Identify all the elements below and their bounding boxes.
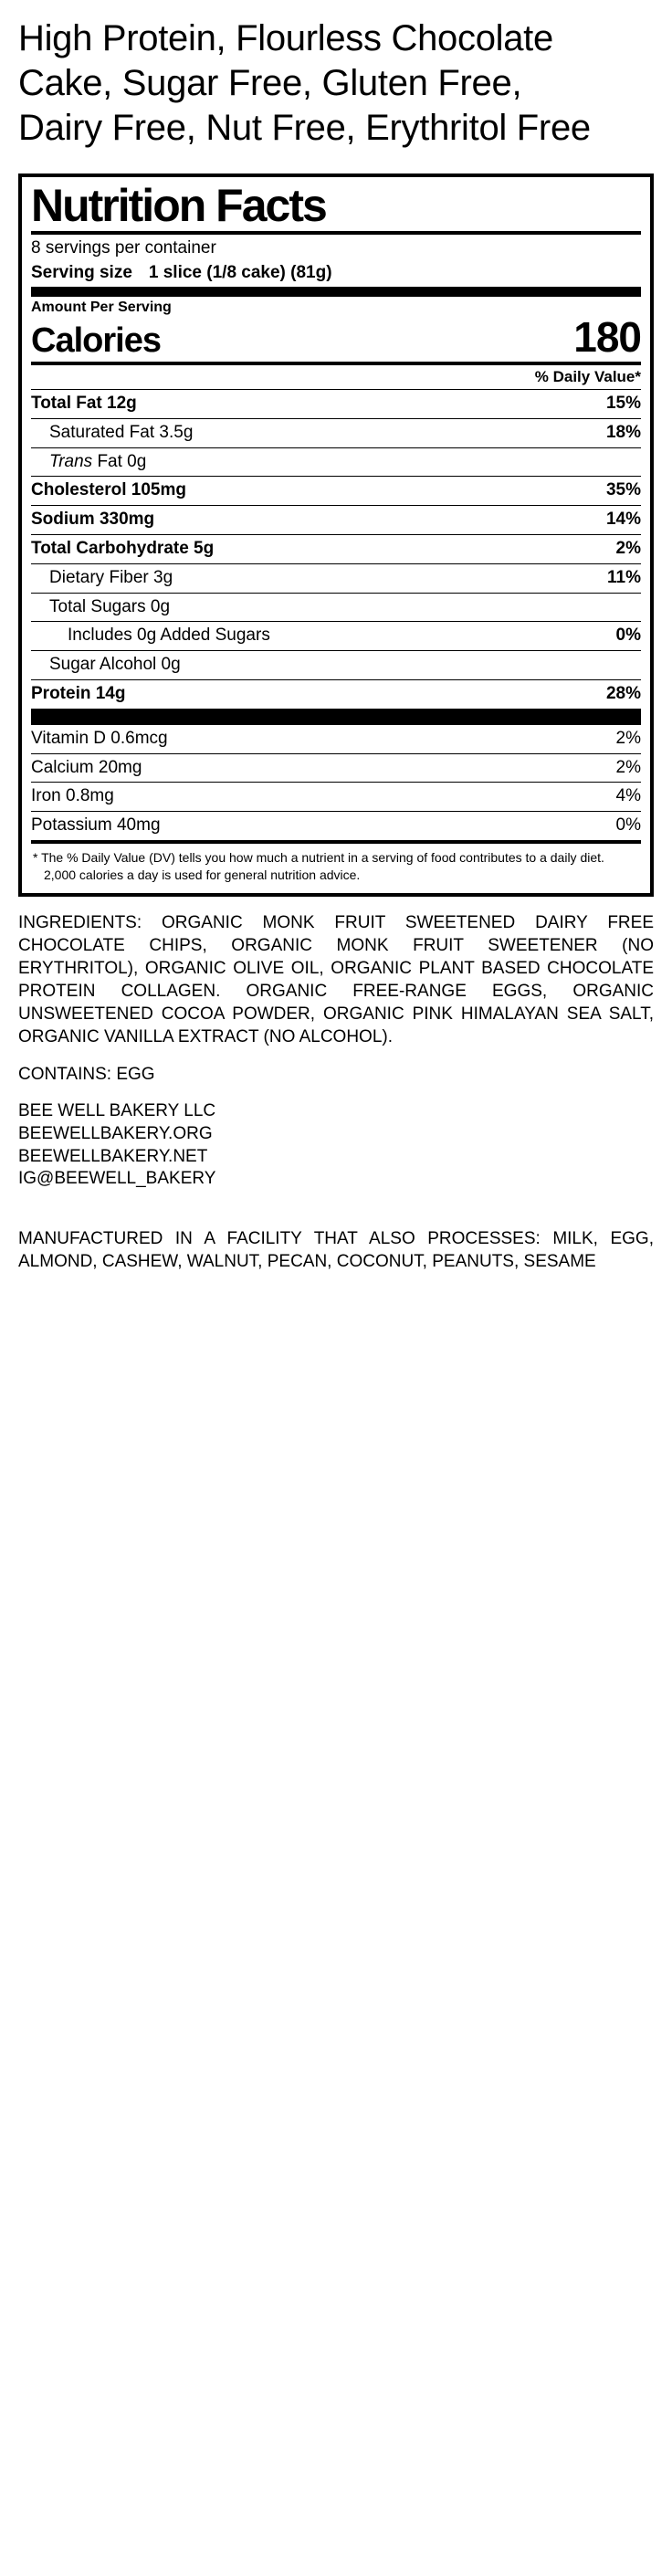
- company-instagram: IG@BEEWELL_BAKERY: [18, 1169, 216, 1189]
- serving-size-label: Serving size: [31, 263, 132, 283]
- servings-per-container: 8 servings per container: [31, 238, 216, 258]
- nutrient-name: Calcium 20mg: [31, 757, 142, 777]
- nutrient-pct: 15%: [605, 394, 641, 414]
- calories-row: [31, 313, 641, 362]
- nutrient-name: Sugar Alcohol 0g: [49, 655, 181, 675]
- nutrient-name: Protein 14g: [31, 684, 126, 704]
- vitamin-row-vitamin-d: [31, 725, 641, 753]
- nutrient-row-total-fat: [31, 390, 641, 418]
- facility-allergen-statement: MANUFACTURED IN A FACILITY THAT ALSO PROCESSES: MILK, EGG, ALMOND, CASHEW, WALNUT, PECAN, COCONUT, PEANUTS, SESAME: [18, 1229, 654, 1272]
- nutrient-name: Iron 0.8mg: [31, 786, 114, 806]
- divider-band: [31, 709, 641, 725]
- vitamin-row-iron: [31, 783, 641, 811]
- nutrient-pct: 18%: [605, 422, 641, 442]
- page-title: High Protein, Flourless Chocolate Cake, Sugar Free, Gluten Free, Dairy Free, Nut Free, Erythritol Free: [18, 18, 591, 148]
- nutrient-row-protein: [31, 680, 641, 709]
- company-site-org: BEEWELLBAKERY.ORG: [18, 1124, 213, 1144]
- nutrient-row-trans-fat: [31, 448, 641, 477]
- company-name: BEE WELL BAKERY LLC: [18, 1101, 216, 1121]
- serving-size-value: 1 slice (1/8 cake) (81g): [148, 263, 332, 283]
- divider-thick: [31, 287, 641, 297]
- nutrient-row-sodium: [31, 506, 641, 534]
- nutrient-pct: 35%: [605, 480, 641, 500]
- nutrient-name: Total Fat 12g: [31, 394, 137, 414]
- nutrient-pct: 28%: [605, 684, 641, 704]
- nutrient-name: [31, 452, 146, 473]
- contains-statement: CONTAINS: EGG: [18, 1065, 155, 1085]
- company-info: [18, 1100, 654, 1191]
- footnote-text: * The % Daily Value (DV) tells you how much a nutrient in a serving of food contributes to a daily diet. 2,000 calories a day is used for general nutrition advice.: [33, 850, 604, 882]
- nutrition-facts-title: Nutrition Facts: [31, 180, 326, 232]
- calories-value: 180: [573, 313, 641, 362]
- nutrient-pct: 2%: [615, 728, 641, 748]
- nutrient-pct: 0%: [615, 626, 641, 646]
- nutrient-row-dietary-fiber: [31, 564, 641, 593]
- nutrient-row-saturated-fat: [31, 419, 641, 447]
- nutrient-row-sugar-alcohol: [31, 651, 641, 679]
- nutrient-name: Total Sugars 0g: [49, 596, 171, 616]
- serving-size-row: [31, 261, 641, 287]
- company-site-net: BEEWELLBAKERY.NET: [18, 1146, 208, 1166]
- nutrient-name: Cholesterol 105mg: [31, 480, 186, 500]
- ingredients-statement: INGREDIENTS: ORGANIC MONK FRUIT SWEETENED DAIRY FREE CHOCOLATE CHIPS, ORGANIC MONK FRUIT SWEETENER (NO ERYTHRITOL), ORGANIC OLIVE OIL, ORGANIC PLANT BASED CHOCOLATE PROTEIN COLLAGEN. ORGANIC FREE-RANGE EGGS, ORGANIC UNSWEETENED COCOA POWDER, ORGANIC PINK HIMALAYAN SEA SALT, ORGANIC VANILLA EXTRACT (NO ALCOHOL).: [18, 912, 654, 1047]
- nutrient-pct: 2%: [615, 757, 641, 777]
- nutrient-pct: 4%: [615, 786, 641, 806]
- nutrient-name: Sodium 330mg: [31, 510, 155, 530]
- nutrition-facts-panel: [18, 173, 654, 896]
- trans-italic: Trans: [49, 451, 93, 471]
- amount-per-serving-label: Amount Per Serving: [31, 300, 172, 316]
- nutrient-row-total-carbohydrate: [31, 535, 641, 563]
- calories-label: Calories: [31, 321, 161, 361]
- nutrient-name: Potassium 40mg: [31, 815, 161, 836]
- nutrient-pct: 11%: [607, 567, 641, 587]
- nutrient-pct: 14%: [605, 510, 641, 530]
- nutrient-name: Saturated Fat 3.5g: [49, 422, 194, 442]
- nutrient-pct: 0%: [615, 815, 641, 836]
- nutrient-name: Includes 0g Added Sugars: [68, 626, 270, 646]
- nutrient-row-cholesterol: [31, 477, 641, 505]
- nutrient-name: Total Carbohydrate 5g: [31, 539, 215, 559]
- nutrient-row-total-sugars: [31, 594, 641, 622]
- vitamin-row-calcium: [31, 754, 641, 783]
- vitamin-row-potassium: [31, 812, 641, 840]
- daily-value-header: % Daily Value*: [534, 368, 641, 386]
- nutrient-pct: 2%: [615, 539, 641, 559]
- nutrient-row-added-sugars: [31, 622, 641, 650]
- nutrient-name: Vitamin D 0.6mcg: [31, 728, 168, 748]
- nutrient-name: Dietary Fiber 3g: [49, 567, 173, 587]
- trans-fat-text: Fat 0g: [97, 451, 147, 471]
- daily-value-footnote: [31, 844, 641, 886]
